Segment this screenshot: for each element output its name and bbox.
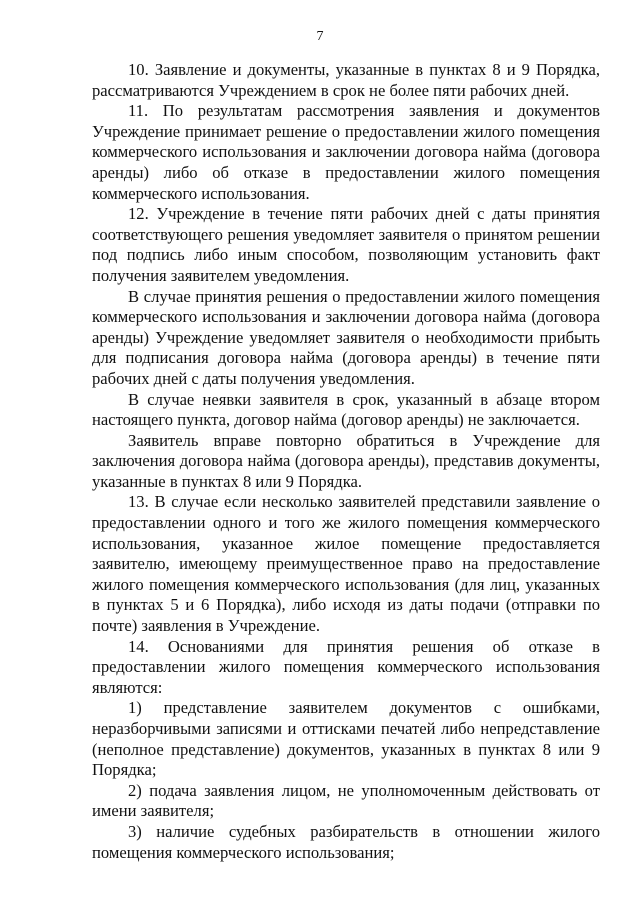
paragraph-12-reapply: Заявитель вправе повторно обратиться в Учреждение для заключения договора найма (договора аренды), представив документы, указанные в пунктах 8 или 9 Порядка.	[92, 430, 600, 491]
list-item-3: 3) наличие судебных разбирательств в отношении жилого помещения коммерческого использования;	[92, 821, 600, 862]
paragraph-13: 13. В случае если несколько заявителей представили заявление о предоставлении одного и того же жилого помещения коммерческого использования, указанное жилое помещение предоставляется заявителю, имеющему преимущественное право на предоставление жилого помещения коммерческого использования (для лиц, указанных в пунктах 5 и 6 Порядка), либо исходя из даты подачи (отправки по почте) заявления в Учреждение.	[92, 492, 600, 636]
list-item-1: 1) представление заявителем документов с ошибками, неразборчивыми записями и оттисками печатей либо непредставление (неполное представление) документов, указанных в пунктах 8 или 9 Порядка;	[92, 698, 600, 780]
paragraph-14: 14. Основаниями для принятия решения об отказе в предоставлении жилого помещения коммерческого использования являются:	[92, 636, 600, 697]
paragraph-12-notice: В случае принятия решения о предоставлении жилого помещения коммерческого использования и заключении договора найма (договора аренды) Учреждение уведомляет заявителя о необходимости прибыть для подписания договора найма (договора аренды) в течение пяти рабочих дней с даты получения уведомления.	[92, 286, 600, 388]
document-body	[92, 60, 600, 863]
list-item-2: 2) подача заявления лицом, не уполномоченным действовать от имени заявителя;	[92, 780, 600, 821]
paragraph-10: 10. Заявление и документы, указанные в пунктах 8 и 9 Порядка, рассматриваются Учреждением в срок не более пяти рабочих дней.	[92, 60, 600, 100]
page-number: 7	[316, 29, 324, 44]
paragraph-12: 12. Учреждение в течение пяти рабочих дней с даты принятия соответствующего решения уведомляет заявителя о принятом решении под подпись либо иным способом, позволяющим установить факт получения заявителем уведомления.	[92, 204, 600, 285]
paragraph-12-absence: В случае неявки заявителя в срок, указанный в абзаце втором настоящего пункта, договор найма (договор аренды) не заключается.	[92, 389, 600, 430]
paragraph-11: 11. По результатам рассмотрения заявления и документов Учреждение принимает решение о предоставлении жилого помещения коммерческого использования и заключении договора найма (договора аренды) либо об отказе в предоставлении жилого помещения коммерческого использования.	[92, 101, 600, 203]
